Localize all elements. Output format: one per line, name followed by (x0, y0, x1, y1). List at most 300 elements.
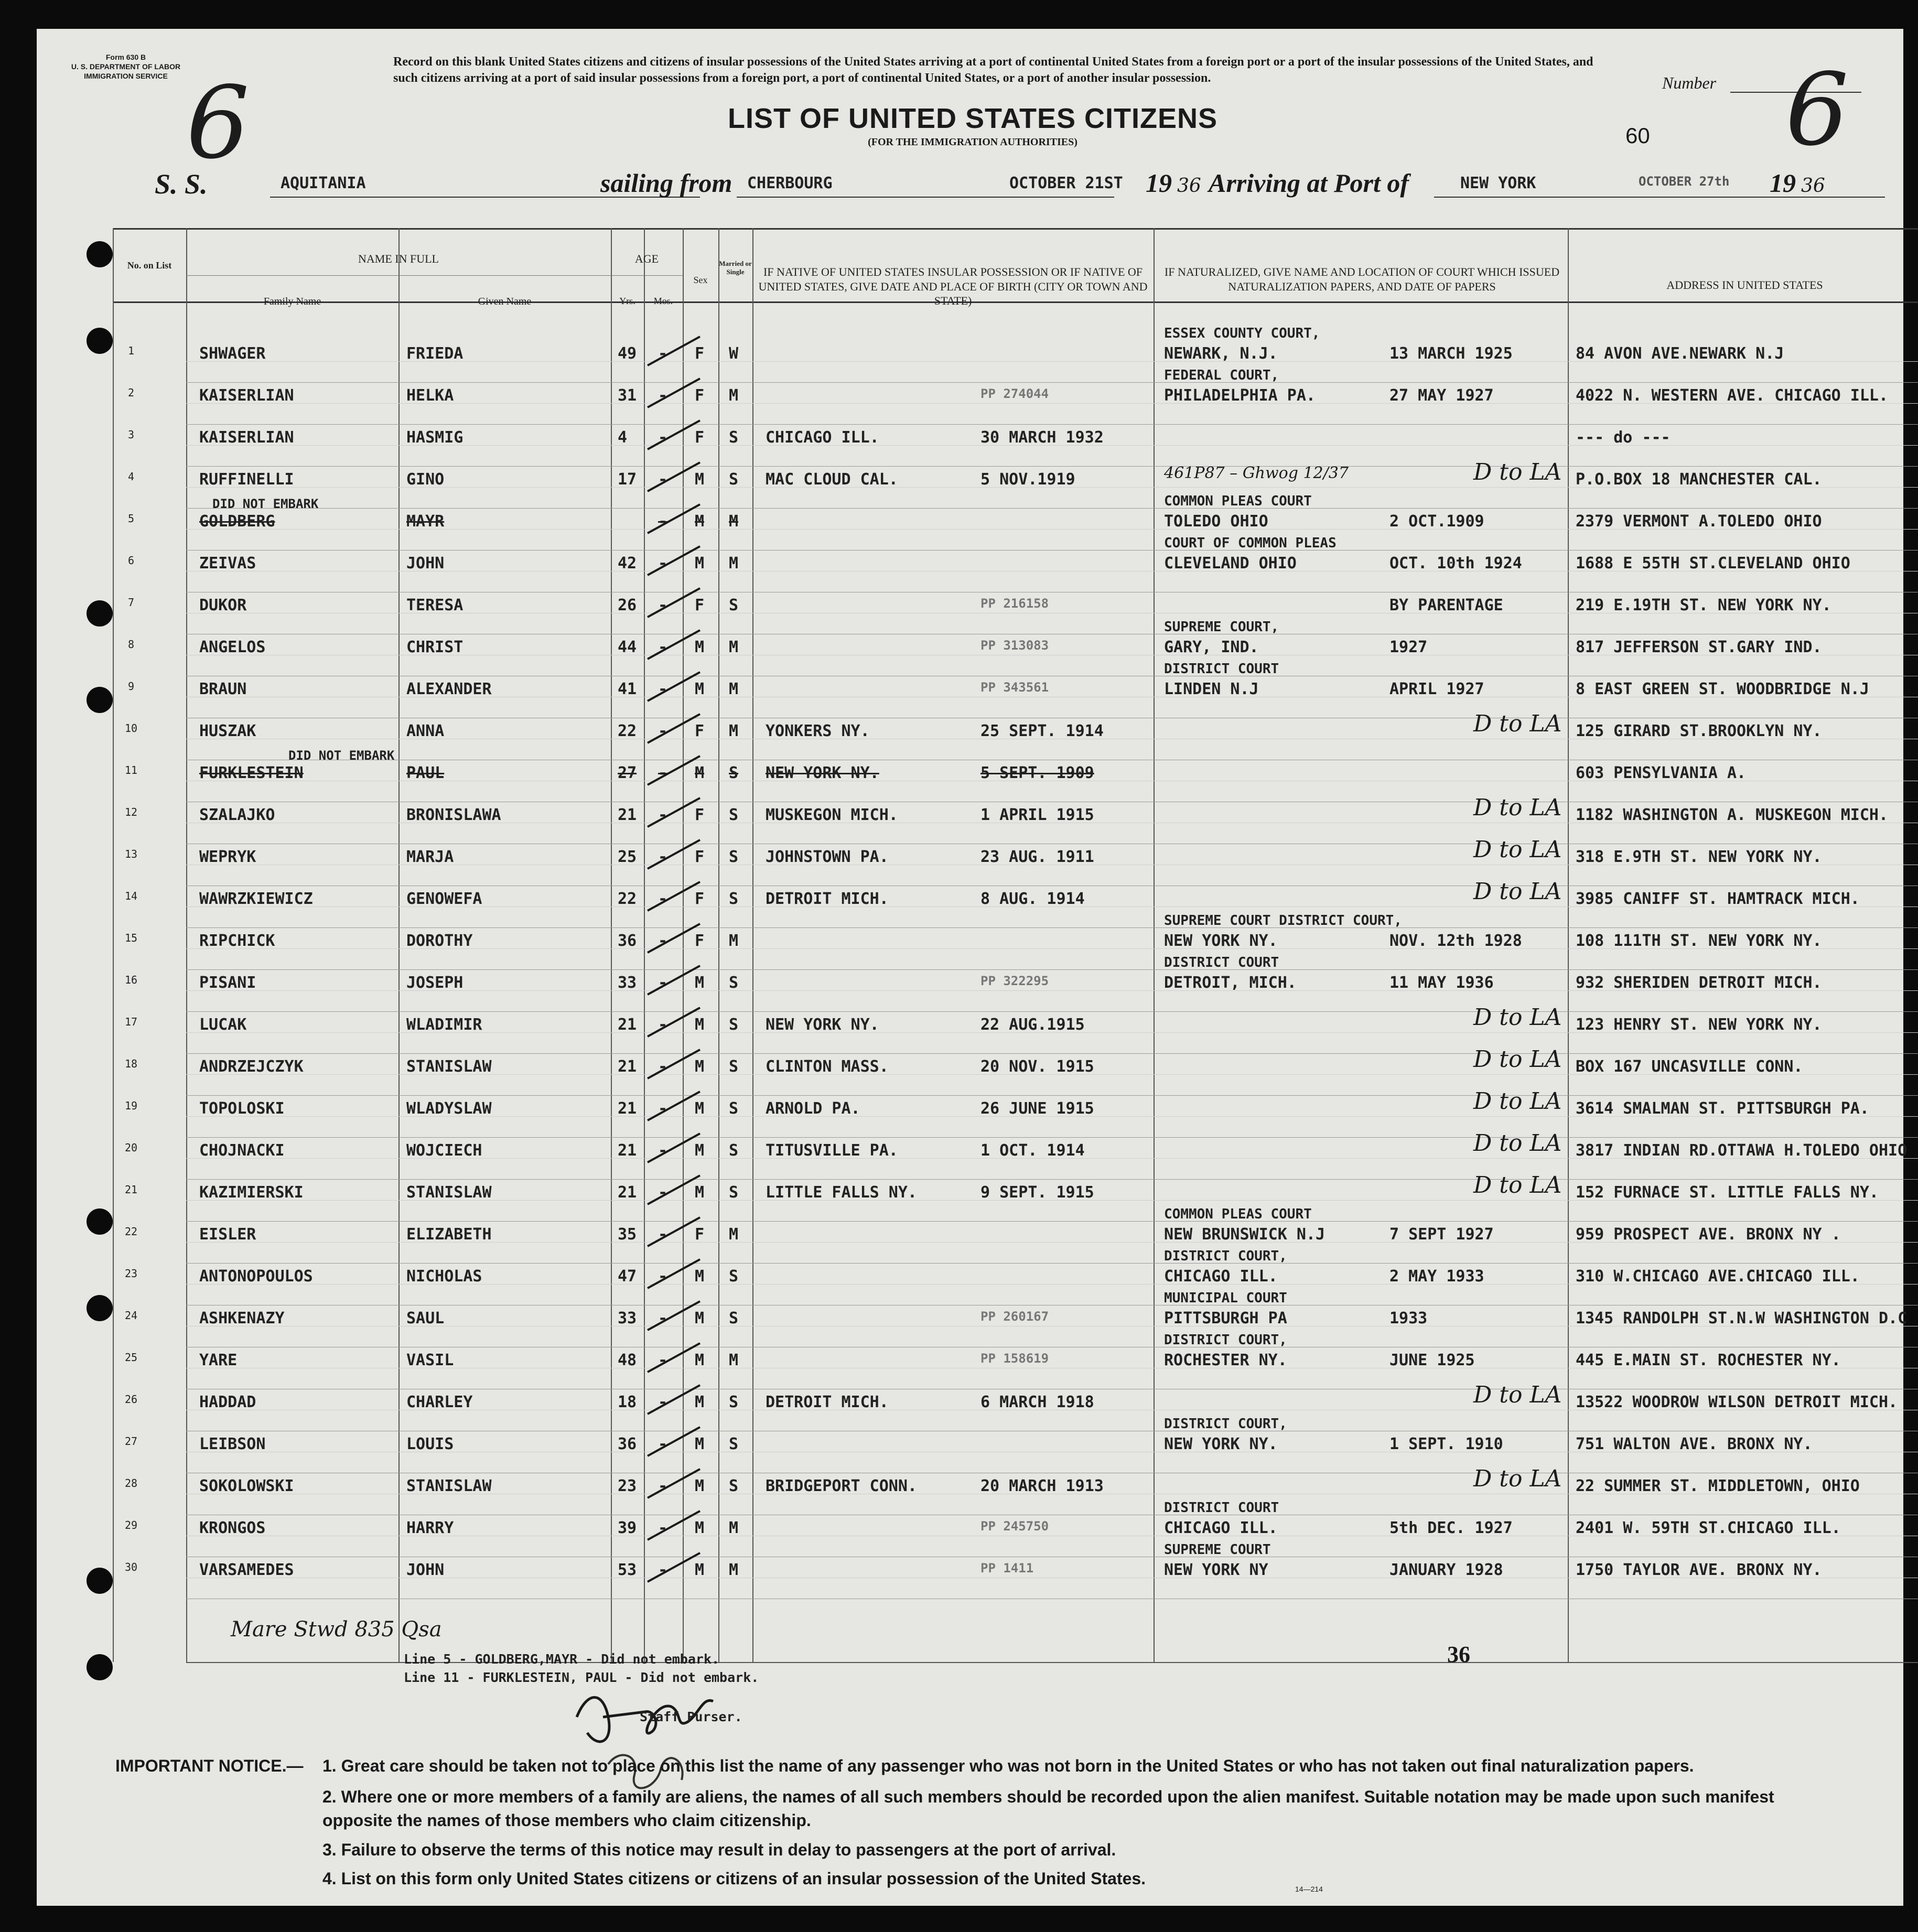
birth-date: 22 AUG.1915 (980, 1016, 1085, 1034)
page-count: 36 (1447, 1642, 1470, 1667)
row-number: 12 (124, 806, 138, 818)
naturalization-date: 1933 (1389, 1309, 1428, 1327)
family-name: SZALAJKO (199, 806, 275, 824)
table-row (37, 913, 1903, 974)
table-row (37, 1172, 1903, 1225)
birth-date: 20 MARCH 1913 (980, 1477, 1104, 1495)
birth-date: 23 AUG. 1911 (980, 848, 1094, 866)
given-name: TERESA (406, 596, 464, 614)
header-mos: Mos. (653, 296, 673, 306)
given-name: MARJA (406, 848, 454, 866)
table-row (37, 1248, 1903, 1309)
court-name: DISTRICT COURT, (1164, 1248, 1287, 1264)
form-id-block (68, 52, 184, 81)
court-location: PITTSBURGH PA (1164, 1309, 1287, 1327)
given-name: SAUL (406, 1309, 445, 1327)
age-years: 31 (618, 386, 637, 405)
naturalization-date: D to LA (1473, 1172, 1562, 1199)
sex: F (695, 386, 705, 405)
naturalization-date: OCT. 10th 1924 (1389, 554, 1522, 573)
sex: M (695, 1351, 705, 1369)
table-row (37, 836, 1903, 890)
family-name: LEIBSON (199, 1435, 266, 1453)
age-months: - (658, 848, 668, 866)
age-months: - (658, 512, 668, 531)
court-name: ESSEX COUNTY COURT, (1164, 326, 1320, 341)
court-location: NEWARK, N.J. (1164, 344, 1278, 363)
age-months: - (658, 1016, 668, 1034)
given-name: MAYR (406, 512, 445, 531)
arrive-date: OCTOBER 27th (1639, 174, 1730, 189)
port-to: NEW YORK (1460, 174, 1536, 192)
row-number: 4 (127, 470, 135, 483)
row-number: 9 (127, 680, 135, 693)
marital-status: S (729, 848, 739, 866)
naturalization-date: 27 MAY 1927 (1389, 386, 1494, 405)
birth-place: CHICAGO ILL. (766, 428, 879, 447)
punch-hole (87, 241, 113, 267)
age-months: - (658, 764, 668, 782)
birth-date: 6 MARCH 1918 (980, 1393, 1094, 1411)
us-address: 2401 W. 59TH ST.CHICAGO ILL. (1576, 1519, 1841, 1537)
tick-mark (642, 963, 705, 1000)
name-subheader-line (186, 275, 611, 276)
age-years: 41 (618, 680, 637, 698)
tick-mark (642, 1508, 705, 1545)
court-location: PHILADELPHIA PA. (1164, 386, 1316, 405)
us-address: 1688 E 55TH ST.CLEVELAND OHIO (1576, 554, 1850, 573)
row-number: 2 (127, 386, 135, 399)
given-name: CHARLEY (406, 1393, 473, 1411)
family-name: RIPCHICK (199, 932, 275, 950)
given-name: HELKA (406, 386, 454, 405)
family-name: ZEIVAS (199, 554, 256, 573)
table-row (37, 1206, 1903, 1267)
row-number: 22 (124, 1225, 138, 1238)
marital-status: S (729, 470, 739, 489)
age-years: 26 (618, 596, 637, 614)
us-address: P.O.BOX 18 MANCHESTER CAL. (1576, 470, 1822, 489)
age-months: - (658, 386, 668, 405)
header-sex: Sex (693, 275, 708, 285)
naturalization-date: D to LA (1473, 1130, 1562, 1157)
department: U. S. DEPARTMENT OF LABOR (71, 62, 181, 71)
naturalization-date: JUNE 1925 (1389, 1351, 1475, 1369)
marital-status: M (729, 512, 739, 531)
age-months: - (658, 1099, 668, 1118)
naturalization-date: D to LA (1473, 1088, 1562, 1115)
tick-mark (642, 753, 705, 790)
table-row (37, 748, 1903, 806)
sail-date: OCTOBER 21ST (1009, 174, 1123, 192)
header-family-name: Family Name (263, 296, 321, 307)
header-age: AGE (634, 252, 659, 265)
row-number: 23 (124, 1267, 138, 1280)
family-name: FURKLESTEIN (199, 764, 304, 782)
table-row (37, 1004, 1903, 1057)
sex: F (695, 848, 705, 866)
birth-date: 5 NOV.1919 (980, 470, 1075, 489)
given-name: BRONISLAWA (406, 806, 501, 824)
age-years: 25 (618, 848, 637, 866)
row-number: 26 (124, 1393, 138, 1406)
sex: M (695, 1183, 705, 1202)
age-months: - (658, 638, 668, 656)
sex: F (695, 428, 705, 447)
table-row (37, 1465, 1903, 1519)
age-years: 33 (618, 1309, 637, 1327)
court-location: NEW YORK NY. (1164, 1435, 1278, 1453)
sex: M (695, 1393, 705, 1411)
sex: F (695, 932, 705, 950)
age-months: - (658, 344, 668, 363)
naturalization-date: BY PARENTAGE (1389, 596, 1503, 614)
given-name: NICHOLAS (406, 1267, 482, 1286)
tick-mark (642, 376, 705, 413)
tick-mark (642, 1173, 705, 1210)
birth-place: DETROIT MICH. (766, 890, 889, 908)
age-years: 44 (618, 638, 637, 656)
family-name: KAISERLIAN (199, 386, 294, 405)
arrive-year: 36 (1801, 175, 1825, 197)
naturalization-date: 5th DEC. 1927 (1389, 1519, 1513, 1537)
table-row (37, 326, 1903, 386)
us-address: 310 W.CHICAGO AVE.CHICAGO ILL. (1576, 1267, 1860, 1286)
court-location: CLEVELAND OHIO (1164, 554, 1297, 573)
marital-status: S (729, 1141, 739, 1160)
sex: M (695, 470, 705, 489)
row-number: 19 (124, 1099, 138, 1112)
year-prefix: 19 (1146, 168, 1172, 198)
corner-mark: 6 (186, 65, 250, 181)
footer-line11: Line 11 - FURKLESTEIN, PAUL - Did not embark. (404, 1670, 759, 1685)
row-number: 25 (124, 1351, 138, 1364)
age-months: - (658, 1519, 668, 1537)
tick-mark (642, 670, 705, 706)
birth-place: CLINTON MASS. (766, 1057, 889, 1076)
table-row (37, 535, 1903, 596)
port-from: CHERBOURG (747, 174, 833, 192)
given-name: ALEXANDER (406, 680, 492, 698)
family-name: KAISERLIAN (199, 428, 294, 447)
birth-date: PP 216158 (980, 596, 1049, 611)
naturalization-date: 2 OCT.1909 (1389, 512, 1484, 531)
tick-mark (642, 1047, 705, 1084)
sex: F (695, 596, 705, 614)
naturalization-date: 1 SEPT. 1910 (1389, 1435, 1503, 1453)
family-name: TOPOLOSKI (199, 1099, 285, 1118)
family-name: LUCAK (199, 1016, 247, 1034)
tick-mark (642, 502, 705, 538)
family-name: DUKOR (199, 596, 247, 614)
naturalization-date: APRIL 1927 (1389, 680, 1484, 698)
given-name: DOROTHY (406, 932, 473, 950)
birth-place: LITTLE FALLS NY. (766, 1183, 917, 1202)
birth-place: TITUSVILLE PA. (766, 1141, 898, 1160)
family-name: WAWRZKIEWICZ (199, 890, 313, 908)
sex: F (695, 722, 705, 740)
row-number: 13 (124, 848, 138, 860)
birth-date: PP 274044 (980, 386, 1049, 401)
tick-mark (642, 460, 705, 497)
birth-date: 20 NOV. 1915 (980, 1057, 1094, 1076)
tick-mark (642, 879, 705, 916)
row-number: 8 (127, 638, 135, 651)
marital-status: M (729, 1351, 739, 1369)
tick-mark (642, 1424, 705, 1461)
service: IMMIGRATION SERVICE (84, 72, 168, 81)
tick-mark (642, 1550, 705, 1587)
court-name: COURT OF COMMON PLEAS (1164, 535, 1337, 551)
tick-mark (642, 1089, 705, 1126)
birth-place: NEW YORK NY. (766, 1016, 879, 1034)
birth-place: NEW YORK NY. (766, 764, 879, 782)
given-name: ANNA (406, 722, 445, 740)
birth-date: PP 313083 (980, 638, 1049, 653)
sex: F (695, 890, 705, 908)
sex: M (695, 1561, 705, 1579)
family-name: EISLER (199, 1225, 256, 1244)
naturalization-date: 13 MARCH 1925 (1389, 344, 1513, 363)
marital-status: S (729, 1435, 739, 1453)
family-name: RUFFINELLI (199, 470, 294, 489)
row-number: 16 (124, 974, 138, 986)
sex: M (695, 638, 705, 656)
age-months: - (658, 1393, 668, 1411)
sex: M (695, 680, 705, 698)
header-yrs: Yrs. (619, 296, 635, 306)
table-row (37, 428, 1903, 470)
row-number: 20 (124, 1141, 138, 1154)
birth-date: 1 OCT. 1914 (980, 1141, 1085, 1160)
age-years: 21 (618, 1183, 637, 1202)
table-row (37, 794, 1903, 848)
page-subtitle: (FOR THE IMMIGRATION AUTHORITIES) (868, 136, 1077, 148)
header-given-name: Given Name (478, 296, 532, 307)
tick-mark (642, 1257, 705, 1293)
embark-note: DID NOT EMBARK (288, 748, 395, 763)
marital-status: S (729, 1267, 739, 1286)
given-name: PAUL (406, 764, 445, 782)
row-number: 7 (127, 596, 135, 609)
given-name: GINO (406, 470, 445, 489)
marital-status: M (729, 554, 739, 573)
age-years: 22 (618, 722, 637, 740)
birth-place: MAC CLOUD CAL. (766, 470, 898, 489)
us-address: 445 E.MAIN ST. ROCHESTER NY. (1576, 1351, 1841, 1369)
age-years: 47 (618, 1267, 637, 1286)
tick-mark (642, 711, 705, 748)
naturalization-date: D to LA (1473, 710, 1562, 737)
sex: M (695, 1099, 705, 1118)
us-address: 152 FURNACE ST. LITTLE FALLS NY. (1576, 1183, 1879, 1202)
age-months: - (658, 1057, 668, 1076)
birth-date: PP 322295 (980, 974, 1049, 988)
family-name: WEPRYK (199, 848, 256, 866)
sailing-label: sailing from (600, 168, 732, 198)
age-months: - (658, 1183, 668, 1202)
given-name: ELIZABETH (406, 1225, 492, 1244)
table-row (37, 1542, 1903, 1603)
birth-date: PP 245750 (980, 1519, 1049, 1534)
table-row (37, 1290, 1908, 1351)
row-number: 24 (124, 1309, 138, 1322)
birth-place: JOHNSTOWN PA. (766, 848, 889, 866)
tick-mark (642, 1215, 705, 1251)
sex: M (695, 1519, 705, 1537)
row-number: 1 (127, 344, 135, 357)
age-years: 21 (618, 1099, 637, 1118)
marital-status: S (729, 428, 739, 447)
birth-date: 26 JUNE 1915 (980, 1099, 1094, 1118)
age-months: - (658, 1309, 668, 1327)
sex: M (695, 1309, 705, 1327)
family-name: KRONGOS (199, 1519, 266, 1537)
court-name: DISTRICT COURT, (1164, 1416, 1287, 1432)
marital-status: S (729, 1393, 739, 1411)
marital-status: S (729, 1477, 739, 1495)
age-months: - (658, 1435, 668, 1453)
court-location: DETROIT, MICH. (1164, 974, 1297, 992)
us-address: 751 WALTON AVE. BRONX NY. (1576, 1435, 1813, 1453)
row-number: 17 (124, 1016, 138, 1028)
us-address: 4022 N. WESTERN AVE. CHICAGO ILL. (1576, 386, 1889, 405)
given-name: LOUIS (406, 1435, 454, 1453)
birth-date: 25 SEPT. 1914 (980, 722, 1104, 740)
age-months: - (658, 596, 668, 614)
naturalization-date: JANUARY 1928 (1389, 1561, 1503, 1579)
tick-mark (642, 628, 705, 664)
tick-mark (642, 1131, 705, 1168)
sex: F (695, 806, 705, 824)
footer-line5: Line 5 - GOLDBERG,MAYR - Did not embark. (404, 1652, 720, 1667)
court-location: CHICAGO ILL. (1164, 1519, 1278, 1537)
given-name: JOHN (406, 554, 445, 573)
row-number: 5 (127, 512, 135, 525)
age-years: 4 (618, 428, 628, 447)
marital-status: M (729, 722, 739, 740)
row-number: 28 (124, 1477, 138, 1490)
age-years: 36 (618, 932, 637, 950)
age-years: 18 (618, 1393, 637, 1411)
birth-date: PP 158619 (980, 1351, 1049, 1366)
table-row (37, 1046, 1903, 1099)
tick-mark (642, 1005, 705, 1042)
sex: M (695, 1057, 705, 1076)
form-number: Form 630 B (105, 53, 146, 61)
header-birth: IF NATIVE OF UNITED STATES INSULAR POSSESSION OR IF NATIVE OF UNITED STATES, GIVE DATE AND PLACE OF BIRTH (CITY OR TOWN AND STATE) (758, 265, 1148, 307)
naturalization-date: D to LA (1473, 1004, 1562, 1031)
age-years: 21 (618, 1016, 637, 1034)
sex: F (695, 1225, 705, 1244)
handwritten-note: Mare Stwd 835 Qsa (231, 1617, 442, 1642)
us-address: 22 SUMMER ST. MIDDLETOWN, OHIO (1576, 1477, 1860, 1495)
given-name: STANISLAW (406, 1057, 492, 1076)
age-months: - (658, 680, 668, 698)
given-name: WOJCIECH (406, 1141, 482, 1160)
tick-mark (642, 795, 705, 832)
birth-date: PP 343561 (980, 680, 1049, 695)
ship-name: AQUITANIA (281, 174, 366, 192)
marital-status: M (729, 1225, 739, 1244)
court-name: SUPREME COURT (1164, 1542, 1271, 1558)
marital-status: M (729, 932, 739, 950)
marital-status: M (729, 638, 739, 656)
notice-item: 4. List on this form only United States citizens or citizens of an insular possession of the United States. (322, 1869, 1146, 1888)
age-months: - (658, 1141, 668, 1160)
family-name: GOLDBERG (199, 512, 275, 531)
birth-date: PP 1411 (980, 1561, 1034, 1575)
age-years: 22 (618, 890, 637, 908)
birth-place: ARNOLD PA. (766, 1099, 860, 1118)
given-name: HASMIG (406, 428, 464, 447)
sex: M (695, 1016, 705, 1034)
marital-status: S (729, 1016, 739, 1034)
table-row (37, 1332, 1903, 1393)
marital-status: S (729, 1309, 739, 1327)
court-location: LINDEN N.J (1164, 680, 1259, 698)
family-name: VARSAMEDES (199, 1561, 294, 1579)
marital-status: M (729, 386, 739, 405)
table-row (37, 368, 1903, 428)
row-number: 30 (124, 1561, 138, 1573)
header-address: ADDRESS IN UNITED STATES (1666, 278, 1823, 292)
table-row (37, 1130, 1908, 1183)
family-name: BRAUN (199, 680, 247, 698)
us-address: 2379 VERMONT A.TOLEDO OHIO (1576, 512, 1822, 531)
court-name: DISTRICT COURT (1164, 1500, 1279, 1516)
row-number: 18 (124, 1057, 138, 1070)
tick-mark (642, 586, 705, 622)
given-name: WLADYSLAW (406, 1099, 492, 1118)
row-number: 29 (124, 1519, 138, 1531)
court-name: DISTRICT COURT (1164, 955, 1279, 970)
us-address: 932 SHERIDEN DETROIT MICH. (1576, 974, 1822, 992)
us-address: 108 111TH ST. NEW YORK NY. (1576, 932, 1822, 950)
court-location: NEW BRUNSWICK N.J (1164, 1225, 1326, 1244)
sex: M (695, 512, 705, 531)
header-no: No. on List (127, 260, 172, 271)
court-name: DISTRICT COURT, (1164, 1332, 1287, 1348)
header-name-in-full: NAME IN FULL (358, 252, 439, 265)
age-years: 39 (618, 1519, 637, 1537)
naturalization-date: D to LA (1473, 878, 1562, 905)
sex: M (695, 974, 705, 992)
birth-place: DETROIT MICH. (766, 1393, 889, 1411)
us-address: 1345 RANDOLPH ST.N.W WASHINGTON D.C (1576, 1309, 1908, 1327)
court-name: COMMON PLEAS COURT (1164, 1206, 1312, 1222)
given-name: CHRIST (406, 638, 464, 656)
naturalization-date: D to LA (1473, 836, 1562, 863)
row-number: 11 (124, 764, 138, 776)
birth-place: YONKERS NY. (766, 722, 870, 740)
age-months: - (658, 806, 668, 824)
age-years: 53 (618, 1561, 637, 1579)
sex: M (695, 1477, 705, 1495)
family-name: PISANI (199, 974, 256, 992)
naturalization-date: 1927 (1389, 638, 1428, 656)
age-months: - (658, 428, 668, 447)
age-years: 33 (618, 974, 637, 992)
family-name: ANTONOPOULOS (199, 1267, 313, 1286)
sheet-number: 60 (1625, 123, 1650, 148)
us-address: 3985 CANIFF ST. HAMTRACK MICH. (1576, 890, 1860, 908)
table-row (37, 1381, 1903, 1435)
marital-status: S (729, 1099, 739, 1118)
marital-status: S (729, 890, 739, 908)
purser-title: Staff Purser. (640, 1709, 742, 1724)
table-row (37, 1416, 1903, 1477)
